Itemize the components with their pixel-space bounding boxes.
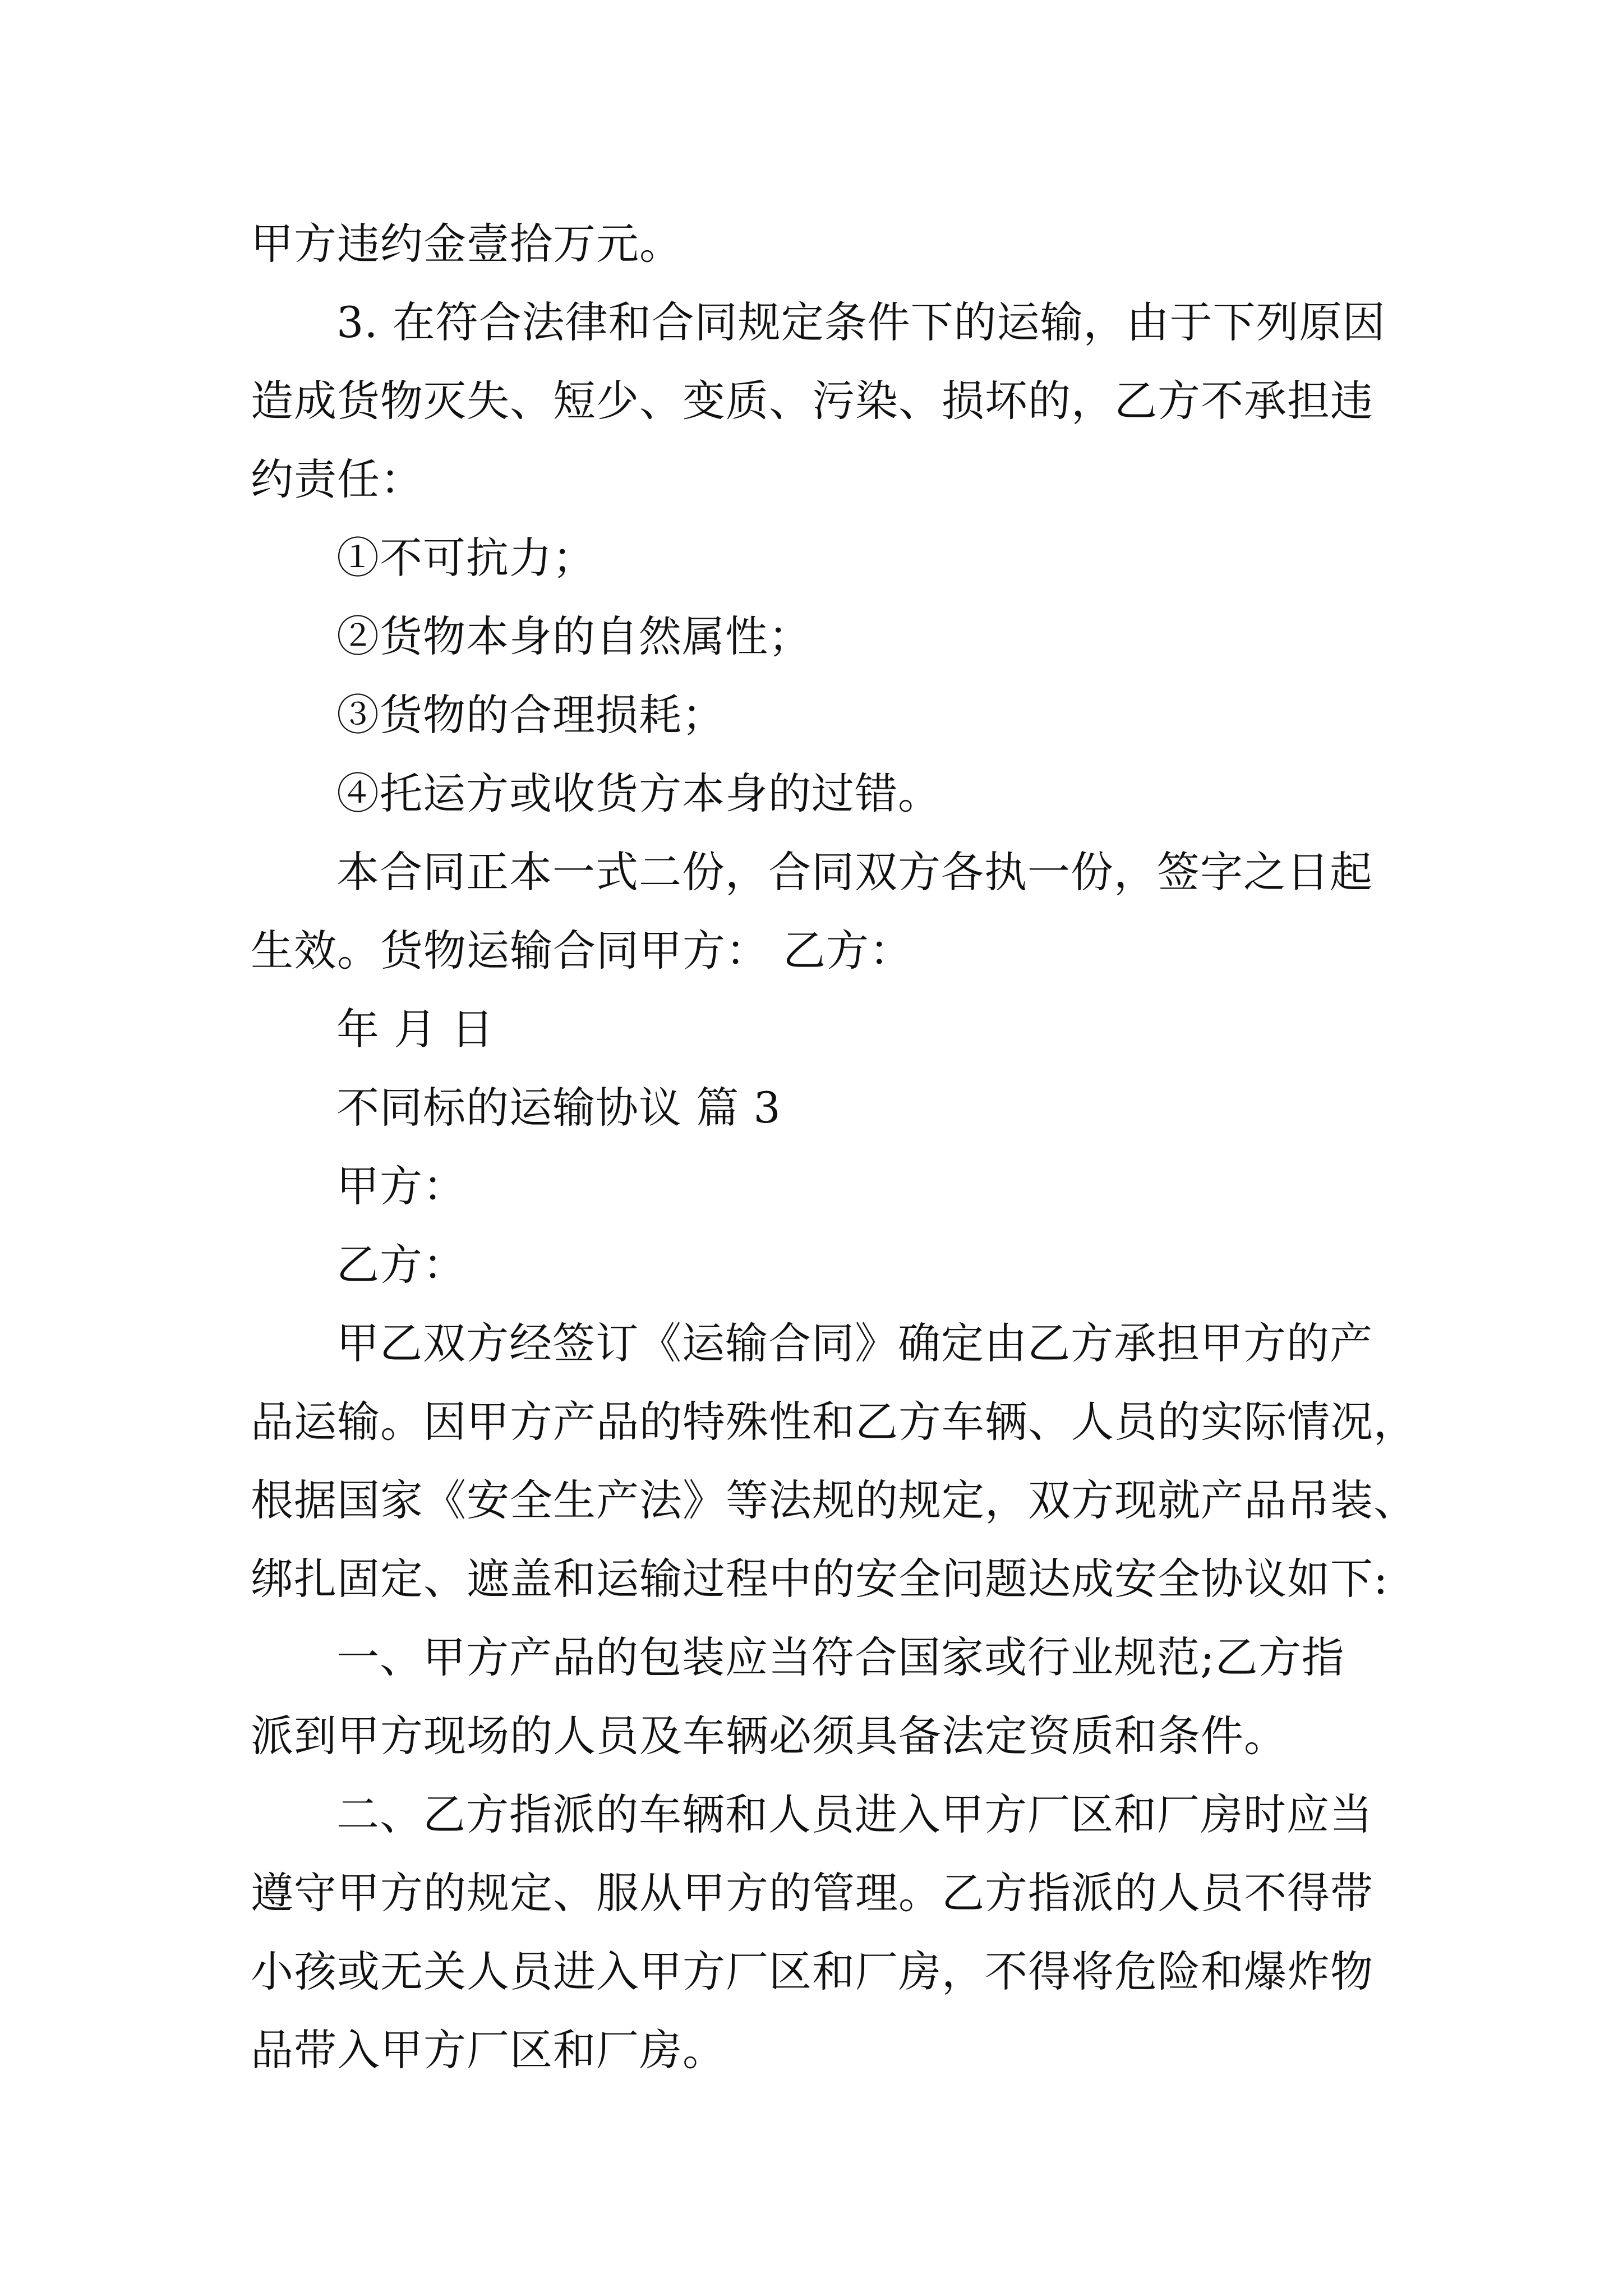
text-line-2: 3. 在符合法律和合同规定条件下的运输，由于下列原因 <box>336 297 1386 347</box>
text-line-1: 甲方违约金壹拾万元。 <box>251 219 683 269</box>
text-line-10: 生效。货物运输合同甲方： 乙方： <box>251 926 913 976</box>
section-heading: 不同标的运输协议 篇 3 <box>336 1083 781 1133</box>
text-line-18: 绑扎固定、遮盖和运输过程中的安全问题达成安全协议如下: <box>251 1554 1389 1604</box>
text-line-4: 约责任： <box>251 454 423 504</box>
list-item-3: ③货物的合理损耗； <box>336 690 725 740</box>
party-b-line: 乙方： <box>336 1240 466 1290</box>
text-line-17: 根据国家《安全生产法》等法规的规定，双方现就产品吊装、 <box>251 1475 1417 1525</box>
party-a-line: 甲方： <box>336 1161 466 1211</box>
date-line: 年 月 日 <box>336 1004 495 1054</box>
list-item-2: ②货物本身的自然属性； <box>336 611 811 661</box>
text-line-9: 本合同正本一式二份，合同双方各执一份，签字之日起 <box>336 847 1373 897</box>
text-line-24: 品带入甲方厂区和厂房。 <box>251 2025 726 2075</box>
text-line-23: 小孩或无关人员进入甲方厂区和厂房，不得将危险和爆炸物 <box>251 1947 1373 1996</box>
list-item-4: ④托运方或收货方本身的过错。 <box>336 769 941 818</box>
text-line-16: 品运输。因甲方产品的特殊性和乙方车辆、人员的实际情况， <box>251 1397 1417 1447</box>
text-line-21: 二、乙方指派的车辆和人员进入甲方厂区和厂房时应当 <box>336 1789 1373 1839</box>
text-line-15: 甲乙双方经签订《运输合同》确定由乙方承担甲方的产 <box>336 1318 1373 1368</box>
text-line-3: 造成货物灭失、短少、变质、污染、损坏的，乙方不承担违 <box>251 376 1373 426</box>
text-line-19: 一、甲方产品的包装应当符合国家或行业规范;乙方指 <box>336 1632 1345 1682</box>
text-line-20: 派到甲方现场的人员及车辆必须具备法定资质和条件。 <box>251 1711 1287 1761</box>
text-line-22: 遵守甲方的规定、服从甲方的管理。乙方指派的人员不得带 <box>251 1868 1373 1918</box>
list-item-1: ①不可抗力； <box>336 533 596 583</box>
